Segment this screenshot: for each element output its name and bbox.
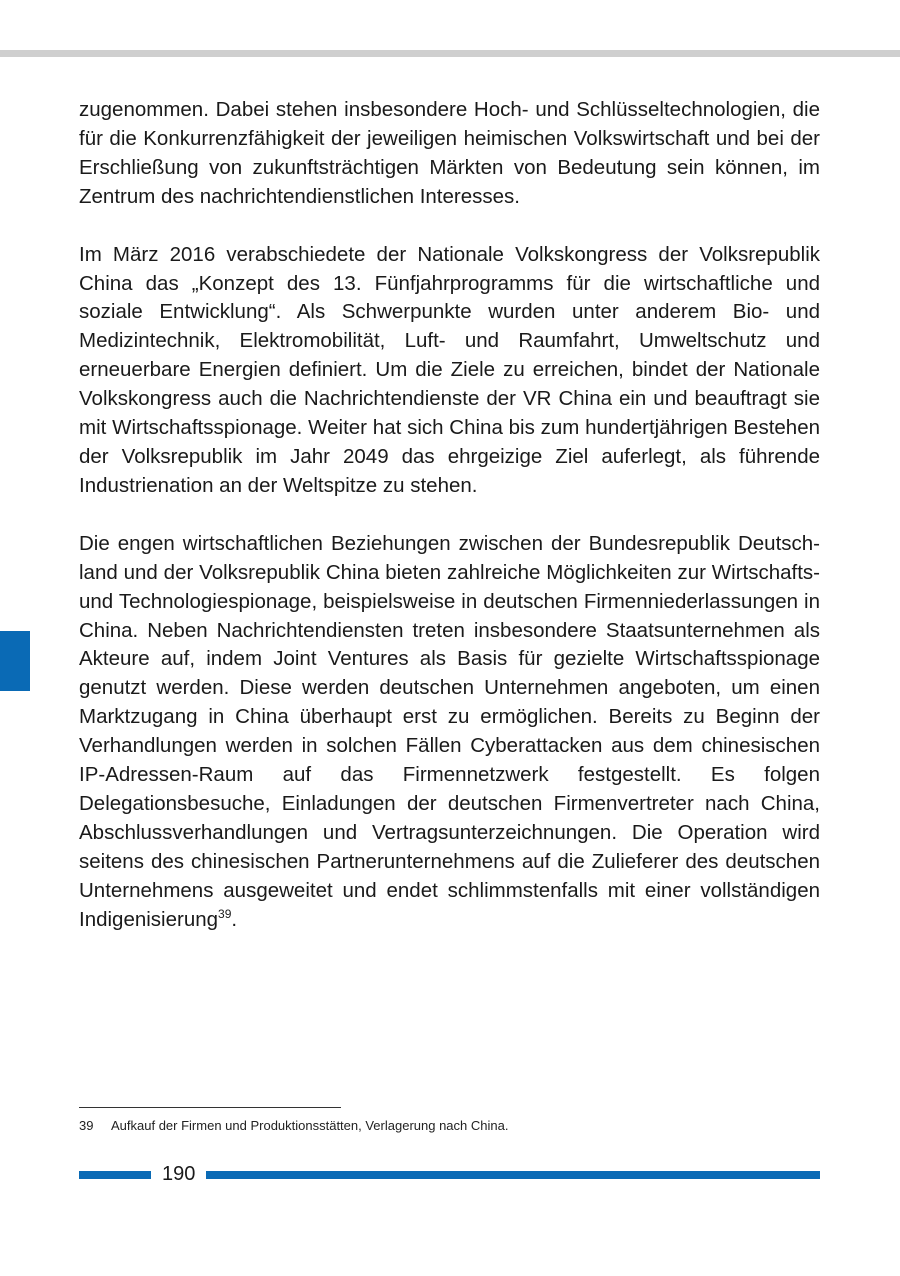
header-rule [0, 50, 900, 57]
page-number: 190 [162, 1163, 196, 1185]
footnote-reference[interactable]: 39 [218, 906, 232, 921]
paragraph-3-text: Die engen wirtschaftlichen Beziehungen zwischen der Bundesrepublik Deutschland und der Volksrepublik China bieten zahlreiche Möglichkeiten zur Wirtschafts- und Technologiespionage, beispielsweise in deutschen Firmenniederlassungen in China. Neben Nachrichtendiensten treten insbesondere Staatsunternehmen als Akteure auf, indem Joint Ventures als Basis für gezielte Wirtschaftsspionage genutzt werden. Diese werden deutschen Unternehmen angeboten, um einen Marktzugang in China überhaupt erst zu ermöglichen. Bereits zu Beginn der Verhandlungen werden in solchen Fällen Cyberattacken aus dem chinesischen IP-Adressen-Raum auf das Firmennetzwerk festgestellt. Es folgen Delegationsbesuche, Einladungen der deutschen Firmenvertreter nach China, Abschlussverhandlungen und Vertragsunterzeichnungen. Die Operation wird seitens des chinesischen Partnerunternehmens auf die Zulieferer des deutschen Unternehmens ausgeweitet und endet schlimmstenfalls mit einer vollständigen Indigenisierung [79, 531, 820, 931]
page-footer [79, 1160, 820, 1188]
paragraph-3-end: . [231, 907, 238, 931]
footnote-text: Aufkauf der Firmen und Produktionsstätten, Verlagerung nach China. [111, 1118, 509, 1133]
footer-bar-left [79, 1171, 151, 1179]
footnote-number: 39 [79, 1118, 94, 1133]
body-text [79, 96, 820, 963]
paragraph-1: zugenommen. Dabei stehen insbesondere Hoch- und Schlüsseltechnologien, die für die Konkurrenzfähigkeit der jeweiligen heimischen Volkswirtschaft und bei der Erschließung von zukunftsträchtigen Märkten von Bedeutung sein können, im Zentrum des nachrichtendienstlichen Interesses. [79, 98, 820, 208]
footer-bar-right [206, 1171, 820, 1179]
paragraph-2: Im März 2016 verabschiedete der Nationale Volkskongress der Volksrepublik China das „Konzept des 13. Fünfjahrprogramms für die wirtschaftliche und soziale Entwicklung“. Als Schwerpunkte wurden unter anderem Bio- und Medizintechnik, Elektromobilität, Luft- und Raumfahrt, Umweltschutz und erneuerbare Energien definiert. Um die Ziele zu erreichen, bindet der Nationale Volkskongress auch die Nachrichtendienste der VR China ein und beauftragt sie mit Wirtschaftsspionage. Weiter hat sich China bis zum hundertjährigen Bestehen der Volksrepublik im Jahr 2049 das ehrgeizige Ziel auferlegt, als führende Industrienation an der Weltspitze zu stehen. [79, 242, 820, 497]
paragraph-3 [79, 530, 820, 935]
footnote [79, 1117, 508, 1135]
chapter-tab-marker [0, 631, 30, 691]
footnote-divider [79, 1107, 341, 1108]
